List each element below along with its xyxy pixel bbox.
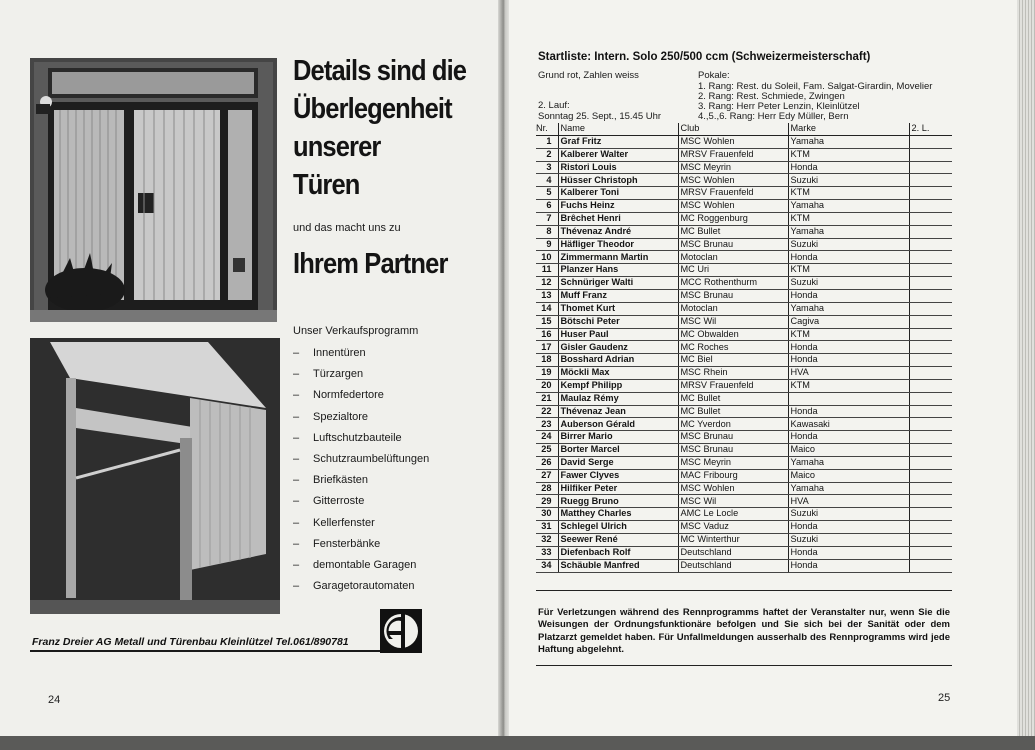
table-row — [536, 315, 952, 328]
program-item — [293, 534, 429, 555]
row-2l — [909, 482, 952, 495]
page-edge — [1017, 0, 1035, 750]
program-item — [293, 449, 429, 470]
table-row — [536, 328, 952, 341]
dash-bullet: – — [293, 558, 300, 571]
pokal-3: 3. Rang: Herr Peter Lenzin, Kleinlützel — [698, 101, 860, 112]
table-row — [536, 289, 952, 302]
row-2l — [909, 212, 952, 225]
row-2l — [909, 521, 952, 534]
row-name: Borter Marcel — [558, 444, 678, 457]
table-row — [536, 546, 952, 559]
col-header-name: Name — [558, 123, 678, 135]
row-club: MSC Meyrin — [678, 161, 788, 174]
row-name: Häfliger Theodor — [558, 238, 678, 251]
row-name: Kalberer Toni — [558, 187, 678, 200]
row-marke: Yamaha — [788, 135, 909, 148]
table-row — [536, 418, 952, 431]
row-marke: HVA — [788, 367, 909, 380]
row-name: Möckli Max — [558, 367, 678, 380]
ad-partner-heading: Ihrem Partner — [293, 248, 448, 280]
row-club: MSC Wil — [678, 495, 788, 508]
row-club: MSC Wil — [678, 315, 788, 328]
row-nr: 11 — [536, 264, 558, 277]
program-item — [293, 364, 429, 385]
row-2l — [909, 187, 952, 200]
startlist-title: Startliste: Intern. Solo 250/500 ccm (Schweizermeisterschaft) — [538, 51, 871, 63]
row-marke: Maico — [788, 469, 909, 482]
row-nr: 23 — [536, 418, 558, 431]
row-club: MC Bullet — [678, 225, 788, 238]
row-marke: Suzuki — [788, 508, 909, 521]
row-marke: Suzuki — [788, 174, 909, 187]
row-club: MSC Wohlen — [678, 135, 788, 148]
row-name: Bosshard Adrian — [558, 354, 678, 367]
program-item — [293, 470, 429, 491]
row-club: Deutschland — [678, 546, 788, 559]
row-name: Huser Paul — [558, 328, 678, 341]
dash-bullet: – — [293, 410, 300, 423]
row-nr: 21 — [536, 392, 558, 405]
row-2l — [909, 559, 952, 572]
row-marke: KTM — [788, 328, 909, 341]
table-row — [536, 469, 952, 482]
program-item-label: Luftschutzbauteile — [313, 431, 402, 444]
row-2l — [909, 328, 952, 341]
garage-photo — [30, 338, 280, 614]
dash-bullet: – — [293, 431, 300, 444]
row-club: MSC Wohlen — [678, 482, 788, 495]
row-marke: Honda — [788, 289, 909, 302]
table-row — [536, 431, 952, 444]
table-row — [536, 534, 952, 547]
row-2l — [909, 418, 952, 431]
row-2l — [909, 135, 952, 148]
row-club: MCC Rothenthurm — [678, 277, 788, 290]
row-marke: Honda — [788, 521, 909, 534]
row-name: Planzer Hans — [558, 264, 678, 277]
program-item — [293, 513, 429, 534]
program-item-label: Türzargen — [313, 368, 364, 381]
notice-bottom-rule — [536, 665, 952, 666]
table-row — [536, 354, 952, 367]
row-name: David Serge — [558, 456, 678, 469]
row-club: MSC Brunau — [678, 238, 788, 251]
program-item-label: Schutzraumbelüftungen — [313, 452, 430, 465]
row-marke: Honda — [788, 559, 909, 572]
row-nr: 26 — [536, 456, 558, 469]
row-nr: 32 — [536, 534, 558, 547]
row-club: Motoclan — [678, 302, 788, 315]
row-nr: 4 — [536, 174, 558, 187]
row-marke: KTM — [788, 264, 909, 277]
row-name: Kempf Philipp — [558, 379, 678, 392]
row-2l — [909, 289, 952, 302]
program-item-label: Garagetorautomaten — [313, 580, 415, 593]
col-header-nr: Nr. — [536, 123, 558, 135]
row-marke: Kawasaki — [788, 418, 909, 431]
color-note: Grund rot, Zahlen weiss — [538, 70, 639, 81]
row-nr: 20 — [536, 379, 558, 392]
row-club: Deutschland — [678, 559, 788, 572]
dash-bullet: – — [293, 580, 300, 593]
row-name: Zimmermann Martin — [558, 251, 678, 264]
startlist-table-wrap — [536, 123, 952, 573]
dash-bullet: – — [293, 516, 300, 529]
table-row — [536, 456, 952, 469]
program-title: Unser Verkaufsprogramm — [293, 325, 419, 337]
row-nr: 13 — [536, 289, 558, 302]
row-marke: Honda — [788, 405, 909, 418]
dash-bullet: – — [293, 347, 300, 359]
row-2l — [909, 534, 952, 547]
program-item-label: Spezialtore — [313, 410, 369, 423]
dash-bullet: – — [293, 389, 300, 402]
row-2l — [909, 508, 952, 521]
row-name: Schäuble Manfred — [558, 559, 678, 572]
row-name: Auberson Gérald — [558, 418, 678, 431]
table-row — [536, 277, 952, 290]
row-name: Fawer Clyves — [558, 469, 678, 482]
row-club: MSC Wohlen — [678, 174, 788, 187]
row-marke: KTM — [788, 148, 909, 161]
row-club: MSC Rhein — [678, 367, 788, 380]
row-name: Hilfiker Peter — [558, 482, 678, 495]
row-name: Thévenaz Jean — [558, 405, 678, 418]
table-row — [536, 379, 952, 392]
table-row — [536, 482, 952, 495]
row-nr: 27 — [536, 469, 558, 482]
row-marke — [788, 392, 909, 405]
row-club: MC Obwalden — [678, 328, 788, 341]
row-2l — [909, 367, 952, 380]
row-2l — [909, 379, 952, 392]
row-marke: Honda — [788, 341, 909, 354]
program-item-label: Kellerfenster — [313, 516, 375, 529]
row-club: MRSV Frauenfeld — [678, 187, 788, 200]
row-2l — [909, 469, 952, 482]
left-page — [0, 0, 503, 750]
program-item-label: demontable Garagen — [313, 558, 417, 571]
row-marke: Honda — [788, 431, 909, 444]
row-marke: KTM — [788, 379, 909, 392]
program-item-label: Gitterroste — [313, 495, 365, 508]
row-2l — [909, 161, 952, 174]
col-header-2l: 2. L. — [909, 123, 952, 135]
row-nr: 6 — [536, 200, 558, 213]
dash-bullet: – — [293, 495, 300, 508]
row-club: MSC Wohlen — [678, 200, 788, 213]
row-name: Gisler Gaudenz — [558, 341, 678, 354]
row-name: Hüsser Christoph — [558, 174, 678, 187]
row-club: MSC Vaduz — [678, 521, 788, 534]
dash-bullet: – — [293, 474, 300, 487]
program-item — [293, 576, 429, 597]
dreier-a-logo-icon — [380, 609, 422, 653]
row-name: Schnüriger Walti — [558, 277, 678, 290]
row-nr: 1 — [536, 135, 558, 148]
row-nr: 31 — [536, 521, 558, 534]
table-header-row — [536, 123, 952, 135]
row-name: Birrer Mario — [558, 431, 678, 444]
table-row — [536, 367, 952, 380]
row-club: MRSV Frauenfeld — [678, 148, 788, 161]
dash-bullet: – — [293, 452, 300, 465]
row-name: Graf Fritz — [558, 135, 678, 148]
row-marke: Suzuki — [788, 534, 909, 547]
row-marke: Yamaha — [788, 302, 909, 315]
page-number-right: 25 — [938, 692, 951, 704]
row-club: MC Bullet — [678, 392, 788, 405]
row-club: MC Roches — [678, 341, 788, 354]
row-club: MSC Meyrin — [678, 456, 788, 469]
row-2l — [909, 238, 952, 251]
table-row — [536, 212, 952, 225]
row-nr: 16 — [536, 328, 558, 341]
row-marke: HVA — [788, 495, 909, 508]
row-club: MRSV Frauenfeld — [678, 379, 788, 392]
row-club: Motoclan — [678, 251, 788, 264]
row-2l — [909, 251, 952, 264]
row-nr: 7 — [536, 212, 558, 225]
row-nr: 34 — [536, 559, 558, 572]
row-club: MC Biel — [678, 354, 788, 367]
dash-bullet: – — [293, 537, 300, 550]
row-nr: 30 — [536, 508, 558, 521]
row-name: Bötschi Peter — [558, 315, 678, 328]
row-2l — [909, 495, 952, 508]
row-2l — [909, 456, 952, 469]
row-nr: 24 — [536, 431, 558, 444]
liability-notice: Für Verletzungen während des Rennprogramms haftet der Veranstalter nur, wenn Sie die Weisungen der Ordnungsfunktionäre befolgen und Sie sich bei der Sanität oder dem Platzarzt gemeldet haben. Für Unfallmeldungen ausserhalb des Rennprogramms wird jede Haftung abgelehnt. — [538, 607, 950, 655]
row-2l — [909, 546, 952, 559]
row-nr: 33 — [536, 546, 558, 559]
row-name: Muff Franz — [558, 289, 678, 302]
row-nr: 10 — [536, 251, 558, 264]
program-item — [293, 555, 429, 576]
row-2l — [909, 405, 952, 418]
row-name: Schlegel Ulrich — [558, 521, 678, 534]
row-name: Maulaz Rémy — [558, 392, 678, 405]
program-item — [293, 343, 429, 364]
row-name: Diefenbach Rolf — [558, 546, 678, 559]
row-club: MC Yverdon — [678, 418, 788, 431]
table-row — [536, 392, 952, 405]
row-nr: 19 — [536, 367, 558, 380]
row-2l — [909, 341, 952, 354]
row-2l — [909, 225, 952, 238]
row-marke: Honda — [788, 251, 909, 264]
dash-bullet: – — [293, 368, 300, 381]
row-club: MC Bullet — [678, 405, 788, 418]
program-item-label: Briefkästen — [313, 474, 369, 487]
row-club: MSC Brunau — [678, 289, 788, 302]
row-club: MSC Brunau — [678, 444, 788, 457]
row-name: Brêchet Henri — [558, 212, 678, 225]
row-2l — [909, 392, 952, 405]
program-item — [293, 407, 429, 428]
program-item-label: Innentüren — [313, 347, 366, 359]
row-nr: 8 — [536, 225, 558, 238]
startlist-table — [536, 123, 952, 573]
table-row — [536, 495, 952, 508]
table-row — [536, 135, 952, 148]
program-item — [293, 385, 429, 406]
row-marke: KTM — [788, 187, 909, 200]
pokal-4: 4.,5.,6. Rang: Herr Edy Müller, Bern — [698, 111, 849, 122]
row-2l — [909, 302, 952, 315]
table-row — [536, 508, 952, 521]
row-nr: 14 — [536, 302, 558, 315]
table-row — [536, 200, 952, 213]
row-marke: Suzuki — [788, 238, 909, 251]
row-2l — [909, 174, 952, 187]
row-club: MC Winterthur — [678, 534, 788, 547]
table-row — [536, 444, 952, 457]
row-2l — [909, 200, 952, 213]
row-marke: Yamaha — [788, 225, 909, 238]
ad-subline: und das macht uns zu — [293, 222, 401, 234]
row-2l — [909, 354, 952, 367]
row-marke: Honda — [788, 546, 909, 559]
row-marke: Yamaha — [788, 482, 909, 495]
company-name: Franz Dreier AG Metall und Türenbau Kleinlützel Tel.061/890781 — [32, 636, 349, 648]
ad-headline: Details sind die Überlegenheit unserer Türen — [293, 55, 467, 201]
row-nr: 28 — [536, 482, 558, 495]
row-nr: 17 — [536, 341, 558, 354]
pokale-label: Pokale: — [698, 70, 730, 81]
row-name: Ruegg Bruno — [558, 495, 678, 508]
row-2l — [909, 148, 952, 161]
table-row — [536, 238, 952, 251]
row-marke: Yamaha — [788, 200, 909, 213]
table-row — [536, 161, 952, 174]
row-nr: 3 — [536, 161, 558, 174]
run-label: 2. Lauf: — [538, 100, 570, 111]
table-row — [536, 559, 952, 572]
row-nr: 12 — [536, 277, 558, 290]
row-2l — [909, 264, 952, 277]
footer-divider — [30, 650, 415, 652]
row-2l — [909, 444, 952, 457]
table-row — [536, 187, 952, 200]
row-club: MC Roggenburg — [678, 212, 788, 225]
row-club: MAC Fribourg — [678, 469, 788, 482]
page-number-left: 24 — [48, 694, 61, 706]
col-header-marke: Marke — [788, 123, 909, 135]
program-item — [293, 428, 429, 449]
row-2l — [909, 277, 952, 290]
row-name: Thomet Kurt — [558, 302, 678, 315]
notice-top-rule — [536, 590, 952, 591]
door-photo — [30, 58, 277, 322]
program-list — [293, 343, 429, 597]
col-header-club: Club — [678, 123, 788, 135]
row-nr: 15 — [536, 315, 558, 328]
row-marke: Yamaha — [788, 456, 909, 469]
row-name: Kalberer Walter — [558, 148, 678, 161]
row-marke: Suzuki — [788, 277, 909, 290]
row-name: Ristori Louis — [558, 161, 678, 174]
row-nr: 29 — [536, 495, 558, 508]
row-nr: 25 — [536, 444, 558, 457]
pokal-1: 1. Rang: Rest. du Soleil, Fam. Salgat-Girardin, Movelier — [698, 81, 933, 92]
row-2l — [909, 431, 952, 444]
row-club: AMC Le Locle — [678, 508, 788, 521]
table-row — [536, 341, 952, 354]
program-item — [293, 491, 429, 512]
table-row — [536, 148, 952, 161]
table-surface — [0, 736, 1035, 750]
row-club: MC Uri — [678, 264, 788, 277]
row-nr: 2 — [536, 148, 558, 161]
table-row — [536, 251, 952, 264]
row-nr: 5 — [536, 187, 558, 200]
row-marke: KTM — [788, 212, 909, 225]
row-nr: 22 — [536, 405, 558, 418]
table-row — [536, 405, 952, 418]
table-row — [536, 521, 952, 534]
row-nr: 9 — [536, 238, 558, 251]
pokal-2: 2. Rang: Rest. Schmiede, Zwingen — [698, 91, 845, 102]
table-row — [536, 225, 952, 238]
program-item-label: Fensterbänke — [313, 537, 381, 550]
run-date: Sonntag 25. Sept., 15.45 Uhr — [538, 111, 662, 122]
program-item-label: Normfedertore — [313, 389, 384, 402]
table-row — [536, 302, 952, 315]
row-name: Thévenaz André — [558, 225, 678, 238]
row-name: Seewer René — [558, 534, 678, 547]
row-name: Matthey Charles — [558, 508, 678, 521]
table-row — [536, 264, 952, 277]
row-marke: Honda — [788, 161, 909, 174]
table-row — [536, 174, 952, 187]
row-2l — [909, 315, 952, 328]
row-name: Fuchs Heinz — [558, 200, 678, 213]
row-nr: 18 — [536, 354, 558, 367]
row-marke: Honda — [788, 354, 909, 367]
row-marke: Cagiva — [788, 315, 909, 328]
row-club: MSC Brunau — [678, 431, 788, 444]
row-marke: Maico — [788, 444, 909, 457]
